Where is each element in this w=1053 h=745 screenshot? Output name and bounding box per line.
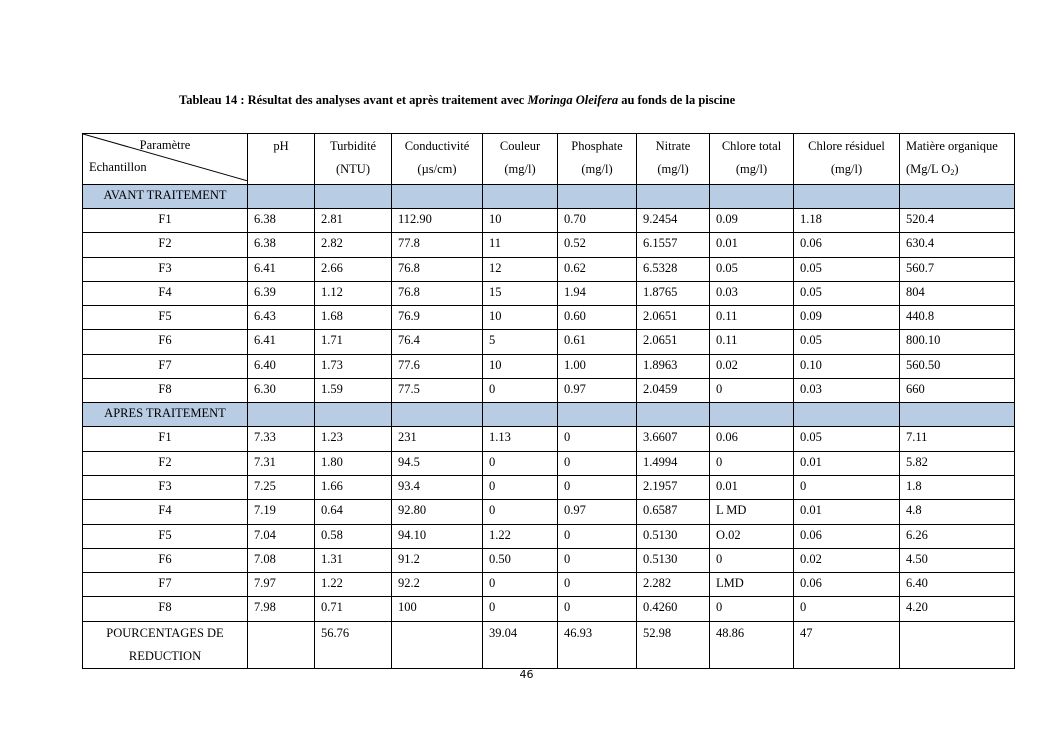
table-cell: 92.80 (392, 500, 483, 524)
table-cell: 0.06 (794, 524, 900, 548)
table-cell: 6.41 (248, 330, 315, 354)
table-cell: 4.50 (900, 548, 1015, 572)
table-cell: 0.62 (558, 257, 637, 281)
table-row (83, 427, 1015, 451)
table-cell: 2.282 (637, 573, 710, 597)
table-cell: 0.09 (794, 306, 900, 330)
table-cell: 1.80 (315, 451, 392, 475)
table-cell: 6.38 (248, 209, 315, 233)
table-row (83, 233, 1015, 257)
table-cell: 6.40 (900, 573, 1015, 597)
table-cell: 77.6 (392, 354, 483, 378)
section-empty-cell (794, 403, 900, 427)
table-cell: 6.40 (248, 354, 315, 378)
table-cell: 94.10 (392, 524, 483, 548)
table-cell: 0 (483, 573, 558, 597)
sample-label: F2 (83, 451, 248, 475)
section-empty-cell (637, 185, 710, 209)
sample-label: F8 (83, 597, 248, 621)
col-header-turbidity: Turbidité (NTU) (315, 134, 392, 185)
table-cell: 0 (710, 379, 794, 403)
table-cell: 520.4 (900, 209, 1015, 233)
caption-prefix: Tableau 14 : Résultat des analyses avant et après traitement avec (179, 93, 528, 107)
sample-label: F3 (83, 475, 248, 499)
caption-suffix: au fonds de la piscine (618, 93, 736, 107)
section-empty-cell (315, 403, 392, 427)
table-cell: 660 (900, 379, 1015, 403)
sample-label: F4 (83, 500, 248, 524)
table-cell: 2.0651 (637, 330, 710, 354)
reduction-value (392, 621, 483, 668)
table-cell: 1.8963 (637, 354, 710, 378)
table-cell: 0.09 (710, 209, 794, 233)
table-row (83, 354, 1015, 378)
col-header-organic-matter: Matière organique (Mg/L $O_2$) (900, 134, 1015, 185)
table-cell: 560.50 (900, 354, 1015, 378)
sample-label: F6 (83, 330, 248, 354)
table-cell: 0.61 (558, 330, 637, 354)
table-cell: 0.02 (710, 354, 794, 378)
reduction-value: 56.76 (315, 621, 392, 668)
table-cell: 1.13 (483, 427, 558, 451)
table-cell: O.02 (710, 524, 794, 548)
table-cell: LMD (710, 573, 794, 597)
sample-label: F4 (83, 281, 248, 305)
section-empty-cell (248, 185, 315, 209)
table-cell: 1.68 (315, 306, 392, 330)
table-cell: 0 (483, 597, 558, 621)
section-empty-cell (248, 403, 315, 427)
table-cell: 231 (392, 427, 483, 451)
table-cell: 7.08 (248, 548, 315, 572)
table-cell: 0 (558, 573, 637, 597)
reduction-value (900, 621, 1015, 668)
table-cell: 0.64 (315, 500, 392, 524)
table-cell: 93.4 (392, 475, 483, 499)
section-empty-cell (315, 185, 392, 209)
table-cell: 0.11 (710, 306, 794, 330)
table-cell: 0 (710, 597, 794, 621)
table-cell: 0 (794, 475, 900, 499)
table-cell: 0.05 (794, 281, 900, 305)
table-cell: 1.23 (315, 427, 392, 451)
table-cell: 3.6607 (637, 427, 710, 451)
table-cell: 0.97 (558, 379, 637, 403)
table-cell: 0.02 (794, 548, 900, 572)
table-cell: 15 (483, 281, 558, 305)
table-cell: 1.31 (315, 548, 392, 572)
table-cell: 0.01 (794, 500, 900, 524)
table-cell: 2.82 (315, 233, 392, 257)
section-empty-cell (900, 185, 1015, 209)
table-cell: 112.90 (392, 209, 483, 233)
table-cell: 0 (483, 500, 558, 524)
table-cell: 7.98 (248, 597, 315, 621)
sample-label: F1 (83, 209, 248, 233)
table-row (83, 379, 1015, 403)
table-cell: 9.2454 (637, 209, 710, 233)
section-empty-cell (637, 403, 710, 427)
section-row-before (83, 185, 1015, 209)
reduction-value: 52.98 (637, 621, 710, 668)
table-cell: 0 (794, 597, 900, 621)
section-empty-cell (710, 185, 794, 209)
table-cell: 560.7 (900, 257, 1015, 281)
section-empty-cell (558, 185, 637, 209)
table-cell: 0.6587 (637, 500, 710, 524)
table-cell: 0.01 (710, 233, 794, 257)
section-empty-cell (710, 403, 794, 427)
section-title: AVANT TRAITEMENT (83, 185, 248, 209)
table-row (83, 500, 1015, 524)
table-cell: 6.38 (248, 233, 315, 257)
table-cell: 6.26 (900, 524, 1015, 548)
section-empty-cell (392, 403, 483, 427)
table-row (83, 209, 1015, 233)
table-row (83, 306, 1015, 330)
table-cell: 800.10 (900, 330, 1015, 354)
sample-label: F1 (83, 427, 248, 451)
table-cell: 0 (558, 597, 637, 621)
table-cell: 0.97 (558, 500, 637, 524)
table-cell: 1.22 (315, 573, 392, 597)
table-cell: 76.4 (392, 330, 483, 354)
table-cell: 7.11 (900, 427, 1015, 451)
table-cell: 4.20 (900, 597, 1015, 621)
table-cell: 0 (558, 524, 637, 548)
table-cell: 0.10 (794, 354, 900, 378)
table-row (83, 281, 1015, 305)
table-cell: 0 (558, 475, 637, 499)
table-cell: 0.05 (794, 330, 900, 354)
table-cell: L MD (710, 500, 794, 524)
corner-header-cell (83, 134, 248, 185)
table-cell: 6.43 (248, 306, 315, 330)
table-cell: 804 (900, 281, 1015, 305)
table-cell: 0.71 (315, 597, 392, 621)
table-cell: 11 (483, 233, 558, 257)
col-header-conductivity: Conductivité (µs/cm) (392, 134, 483, 185)
table-cell: 0.06 (710, 427, 794, 451)
reduction-value: 39.04 (483, 621, 558, 668)
reduction-value: 46.93 (558, 621, 637, 668)
section-empty-cell (483, 185, 558, 209)
reduction-value (248, 621, 315, 668)
corner-parameter-label: Paramètre (139, 138, 191, 152)
table-cell: 0 (558, 548, 637, 572)
table-cell: 0.60 (558, 306, 637, 330)
table-cell: 91.2 (392, 548, 483, 572)
table-cell: 0.70 (558, 209, 637, 233)
table-cell: 100 (392, 597, 483, 621)
sample-label: F2 (83, 233, 248, 257)
caption-italic: Moringa Oleifera (527, 93, 619, 107)
table-cell: 77.5 (392, 379, 483, 403)
col-header-residual-chlorine: Chlore résiduel (mg/l) (794, 134, 900, 185)
table-cell: 2.66 (315, 257, 392, 281)
table-cell: 0.01 (794, 451, 900, 475)
corner-sample-label: Echantillon (89, 160, 147, 174)
table-cell: 10 (483, 209, 558, 233)
table-row (83, 597, 1015, 621)
header-row (83, 134, 1015, 185)
table-cell: 4.8 (900, 500, 1015, 524)
section-title: APRES TRAITEMENT (83, 403, 248, 427)
table-cell: 6.5328 (637, 257, 710, 281)
table-cell: 77.8 (392, 233, 483, 257)
table-cell: 1.22 (483, 524, 558, 548)
table-cell: 1.94 (558, 281, 637, 305)
table-cell: 0.01 (710, 475, 794, 499)
table-cell: 1.8765 (637, 281, 710, 305)
table-cell: 0 (483, 451, 558, 475)
table-cell: 0.52 (558, 233, 637, 257)
section-empty-cell (558, 403, 637, 427)
col-header-ph: pH (248, 134, 315, 185)
table-cell: 0 (710, 548, 794, 572)
section-empty-cell (483, 403, 558, 427)
table-cell: 1.8 (900, 475, 1015, 499)
table-cell: 1.4994 (637, 451, 710, 475)
sample-label: F7 (83, 354, 248, 378)
table-cell: 76.9 (392, 306, 483, 330)
table-cell: 1.73 (315, 354, 392, 378)
sample-label: F5 (83, 524, 248, 548)
table-cell: 6.41 (248, 257, 315, 281)
reduction-row (83, 621, 1015, 668)
table-row (83, 475, 1015, 499)
sample-label: F3 (83, 257, 248, 281)
sample-label: F5 (83, 306, 248, 330)
section-row-after (83, 403, 1015, 427)
page-number: 46 (519, 668, 534, 681)
table-cell: 76.8 (392, 257, 483, 281)
table-cell: 1.66 (315, 475, 392, 499)
table-cell: 0.05 (794, 257, 900, 281)
section-empty-cell (900, 403, 1015, 427)
table-cell: 0.03 (710, 281, 794, 305)
table-cell: 630.4 (900, 233, 1015, 257)
sample-label: F8 (83, 379, 248, 403)
table-cell: 7.97 (248, 573, 315, 597)
reduction-label: POURCENTAGES DE REDUCTION (83, 621, 248, 668)
table-cell: 0.05 (710, 257, 794, 281)
table-body (83, 185, 1015, 669)
table-cell: 1.18 (794, 209, 900, 233)
table-cell: 0 (483, 379, 558, 403)
table-cell: 6.30 (248, 379, 315, 403)
table-row (83, 524, 1015, 548)
table-cell: 0 (558, 451, 637, 475)
table-cell: 0 (710, 451, 794, 475)
table-cell: 7.33 (248, 427, 315, 451)
sample-label: F7 (83, 573, 248, 597)
results-table (82, 133, 1015, 669)
table-cell: 0.06 (794, 233, 900, 257)
table-cell: 0.03 (794, 379, 900, 403)
table-cell: 6.39 (248, 281, 315, 305)
table-cell: 5 (483, 330, 558, 354)
table-cell: 7.25 (248, 475, 315, 499)
table-cell: 1.71 (315, 330, 392, 354)
col-header-phosphate: Phosphate (mg/l) (558, 134, 637, 185)
table-cell: 76.8 (392, 281, 483, 305)
table-cell: 0.05 (794, 427, 900, 451)
table-cell: 440.8 (900, 306, 1015, 330)
section-empty-cell (392, 185, 483, 209)
table-cell: 1.00 (558, 354, 637, 378)
section-empty-cell (794, 185, 900, 209)
table-cell: 2.81 (315, 209, 392, 233)
table-cell: 7.04 (248, 524, 315, 548)
table-cell: 7.19 (248, 500, 315, 524)
table-cell: 94.5 (392, 451, 483, 475)
table-caption (179, 93, 735, 108)
table-cell: 12 (483, 257, 558, 281)
table-cell: 0.11 (710, 330, 794, 354)
table-cell: 0 (483, 475, 558, 499)
table-cell: 0.58 (315, 524, 392, 548)
table-cell: 2.0651 (637, 306, 710, 330)
table-cell: 0.4260 (637, 597, 710, 621)
table-cell: 2.1957 (637, 475, 710, 499)
sample-label: F6 (83, 548, 248, 572)
table-cell: 0.50 (483, 548, 558, 572)
table-cell: 1.12 (315, 281, 392, 305)
table-cell: 5.82 (900, 451, 1015, 475)
table-cell: 10 (483, 306, 558, 330)
table-row (83, 548, 1015, 572)
table-cell: 2.0459 (637, 379, 710, 403)
table-row (83, 330, 1015, 354)
reduction-value: 47 (794, 621, 900, 668)
table-cell: 7.31 (248, 451, 315, 475)
table-cell: 6.1557 (637, 233, 710, 257)
table-cell: 0 (558, 427, 637, 451)
table-cell: 0.5130 (637, 548, 710, 572)
table-row (83, 573, 1015, 597)
table-cell: 92.2 (392, 573, 483, 597)
table-cell: 0.06 (794, 573, 900, 597)
col-header-total-chlorine: Chlore total (mg/l) (710, 134, 794, 185)
table-row (83, 451, 1015, 475)
table-row (83, 257, 1015, 281)
table-cell: 0.5130 (637, 524, 710, 548)
table-cell: 1.59 (315, 379, 392, 403)
table-cell: 10 (483, 354, 558, 378)
reduction-value: 48.86 (710, 621, 794, 668)
col-header-nitrate: Nitrate (mg/l) (637, 134, 710, 185)
col-header-color: Couleur (mg/l) (483, 134, 558, 185)
